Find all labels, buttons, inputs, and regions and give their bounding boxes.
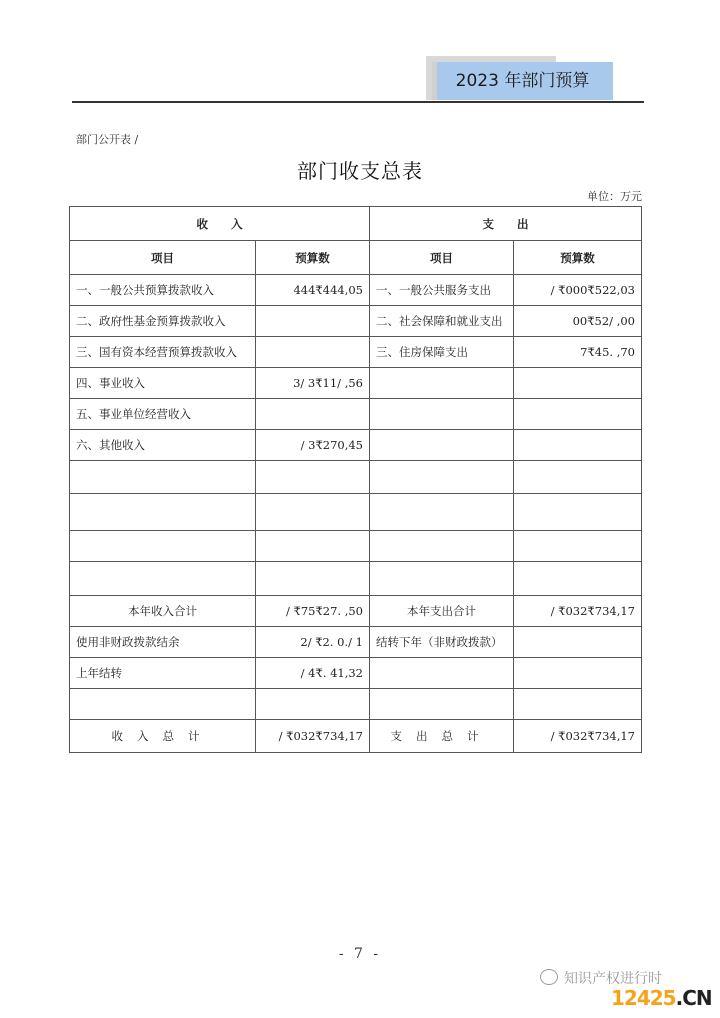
income-item — [70, 689, 256, 720]
watermark-text: 知识产权进行时 — [564, 971, 662, 987]
expense-item: 三、住房保障支出 — [370, 337, 514, 368]
income-header: 收 入 — [70, 207, 370, 241]
expense-item — [370, 399, 514, 430]
table-row — [70, 337, 642, 368]
table-row — [70, 275, 642, 306]
income-value — [256, 562, 370, 596]
expense-value — [514, 689, 642, 720]
expense-item — [370, 368, 514, 399]
budget-table — [69, 206, 642, 753]
expense-item — [370, 658, 514, 689]
table-row — [70, 461, 642, 494]
header-rule — [72, 101, 644, 103]
income-item: 四、事业收入 — [70, 368, 256, 399]
income-value — [256, 461, 370, 494]
table-row — [70, 562, 642, 596]
expense-value — [514, 461, 642, 494]
expense-item — [370, 494, 514, 531]
expense-item — [370, 562, 514, 596]
income-item: 二、政府性基金预算拨款收入 — [70, 306, 256, 337]
expense-value — [514, 494, 642, 531]
total-row — [70, 720, 642, 753]
income-total-label: 收入总计 — [70, 720, 256, 753]
table-row — [70, 306, 642, 337]
table-row — [70, 658, 642, 689]
expense-total-value: / ₹032₹734,17 — [514, 720, 642, 753]
site-logo — [611, 986, 712, 1010]
expense-value — [514, 531, 642, 562]
unit-label: 单位：万元 — [587, 190, 642, 203]
expense-subtotal-label: 本年支出合计 — [370, 596, 514, 627]
site-logo-domain: .CN — [675, 986, 712, 1010]
expense-item: 结转下年（非财政拨款） — [370, 627, 514, 658]
page-number: - 7 - — [338, 946, 382, 962]
income-item — [70, 461, 256, 494]
expense-value — [514, 627, 642, 658]
expense-value — [514, 368, 642, 399]
expense-subtotal-value: / ₹032₹734,17 — [514, 596, 642, 627]
expense-value: / ₹000₹522,03 — [514, 275, 642, 306]
table-row — [70, 689, 642, 720]
table-column-header — [70, 241, 642, 275]
expense-item-header: 项目 — [370, 241, 514, 275]
expense-total-label: 支出总计 — [370, 720, 514, 753]
subtotal-row — [70, 596, 642, 627]
income-value — [256, 531, 370, 562]
watermark — [540, 968, 662, 988]
income-item: 三、国有资本经营预算拨款收入 — [70, 337, 256, 368]
income-item — [70, 494, 256, 531]
expense-value — [514, 399, 642, 430]
header-title: 2023 年部门预算 — [455, 71, 590, 91]
wechat-icon — [540, 969, 558, 985]
site-logo-number: 12425 — [611, 986, 676, 1010]
income-value: / 4₹. 41,32 — [256, 658, 370, 689]
income-item: 一、一般公共预算拨款收入 — [70, 275, 256, 306]
expense-item: 二、社会保障和就业支出 — [370, 306, 514, 337]
income-value — [256, 337, 370, 368]
expense-value — [514, 562, 642, 596]
income-subtotal-label: 本年收入合计 — [70, 596, 256, 627]
income-value — [256, 689, 370, 720]
income-value: / 3₹270,45 — [256, 430, 370, 461]
expense-value — [514, 658, 642, 689]
income-item: 六、其他收入 — [70, 430, 256, 461]
expense-value — [514, 430, 642, 461]
expense-item: 一、一般公共服务支出 — [370, 275, 514, 306]
income-budget-header: 预算数 — [256, 241, 370, 275]
income-value: 444₹444,05 — [256, 275, 370, 306]
income-value — [256, 306, 370, 337]
expense-value: 7₹45. ,70 — [514, 337, 642, 368]
expense-budget-header: 预算数 — [514, 241, 642, 275]
expense-item — [370, 430, 514, 461]
income-subtotal-value: / ₹75₹27. ,50 — [256, 596, 370, 627]
expense-item — [370, 531, 514, 562]
income-item: 上年结转 — [70, 658, 256, 689]
expense-header: 支 出 — [370, 207, 642, 241]
table-row — [70, 531, 642, 562]
income-item: 五、事业单位经营收入 — [70, 399, 256, 430]
income-total-value: / ₹032₹734,17 — [256, 720, 370, 753]
table-row — [70, 494, 642, 531]
expense-item — [370, 461, 514, 494]
table-row — [70, 368, 642, 399]
income-value: 3/ 3₹11/ ,56 — [256, 368, 370, 399]
income-item — [70, 531, 256, 562]
income-item: 使用非财政拨款结余 — [70, 627, 256, 658]
table-row — [70, 430, 642, 461]
expense-item — [370, 689, 514, 720]
table-number: 部门公开表 / — [76, 133, 139, 146]
income-item — [70, 562, 256, 596]
table-row — [70, 627, 642, 658]
income-item-header: 项目 — [70, 241, 256, 275]
income-value — [256, 494, 370, 531]
income-value: 2/ ₹2. 0./ 1 — [256, 627, 370, 658]
page-title: 部门收支总表 — [297, 159, 423, 183]
table-group-header — [70, 207, 642, 241]
table-row — [70, 399, 642, 430]
income-value — [256, 399, 370, 430]
expense-value: 00₹52/ ,00 — [514, 306, 642, 337]
